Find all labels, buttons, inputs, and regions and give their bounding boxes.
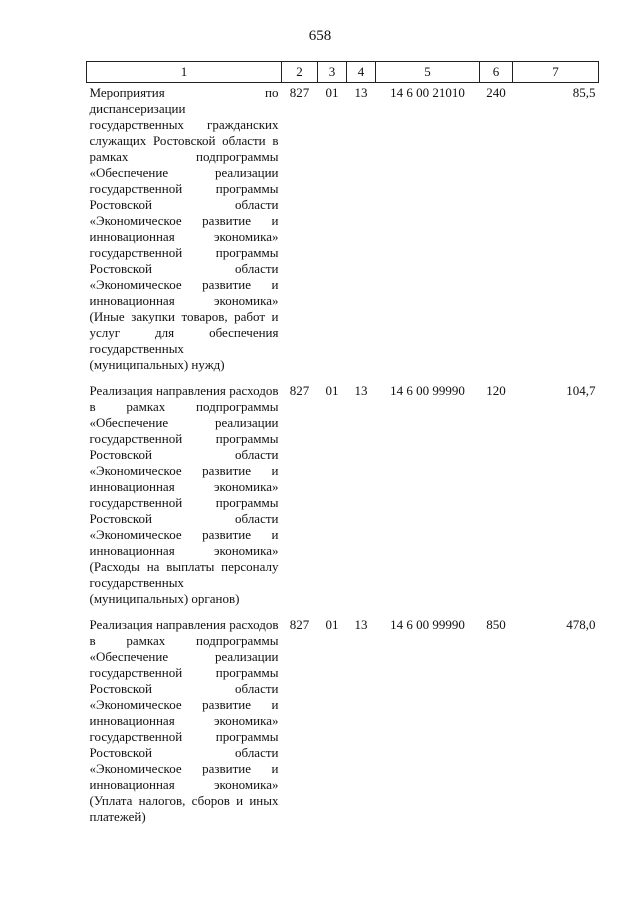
- subsection-code: 13: [354, 383, 368, 398]
- column-header: 1: [87, 62, 282, 83]
- column-header: 5: [376, 62, 480, 83]
- table-row: [87, 615, 599, 833]
- amount: 85,5: [572, 85, 596, 100]
- expense-type-code: 850: [486, 617, 506, 632]
- column-header: 3: [318, 62, 347, 83]
- amount: 478,0: [566, 617, 596, 632]
- table-header-row: [87, 62, 599, 83]
- expense-description: Реализация направления расходов в рамках подпрограммы «Обеспечение реализации государственной программы Ростовской области «Экономическое развитие и инновационная экономика» государственной программы Ростовской области «Экономическое развитие и инновационная экономика» (Расходы на выплаты персоналу государственных (муниципальных) органов): [89, 383, 279, 606]
- section-code: 01: [325, 617, 339, 632]
- expense-type-code: 240: [486, 85, 506, 100]
- expense-type-code: 120: [486, 383, 506, 398]
- subsection-code: 13: [354, 85, 368, 100]
- expense-description: Мероприятия по диспансеризации государственных гражданских служащих Ростовской области в рамках подпрограммы «Обеспечение реализации государственной программы Ростовской области «Экономическое развитие и инновационная экономика» государственной программы Ростовской области «Экономическое развитие и инновационная экономика» (Иные закупки товаров, работ и услуг для обеспечения государственных (муниципальных) нужд): [89, 85, 279, 372]
- table-row: [87, 381, 599, 615]
- section-code: 01: [325, 383, 339, 398]
- column-header: 7: [513, 62, 599, 83]
- table-row: [87, 83, 599, 382]
- target-item-code: 14 6 00 99990: [390, 383, 465, 398]
- target-item-code: 14 6 00 21010: [390, 85, 465, 100]
- amount: 104,7: [566, 383, 596, 398]
- expense-description: Реализация направления расходов в рамках подпрограммы «Обеспечение реализации государственной программы Ростовской области «Экономическое развитие и инновационная экономика» государственной программы Ростовской области «Экономическое развитие и инновационная экономика» (Уплата налогов, сборов и иных платежей): [89, 617, 279, 824]
- ministry-code: 827: [289, 617, 310, 632]
- ministry-code: 827: [289, 85, 310, 100]
- column-header: 6: [480, 62, 513, 83]
- budget-table: [86, 61, 599, 833]
- column-header: 2: [282, 62, 318, 83]
- column-header: 4: [347, 62, 376, 83]
- target-item-code: 14 6 00 99990: [390, 617, 465, 632]
- ministry-code: 827: [289, 383, 310, 398]
- section-code: 01: [325, 85, 339, 100]
- page-number: 658: [308, 28, 332, 44]
- subsection-code: 13: [354, 617, 368, 632]
